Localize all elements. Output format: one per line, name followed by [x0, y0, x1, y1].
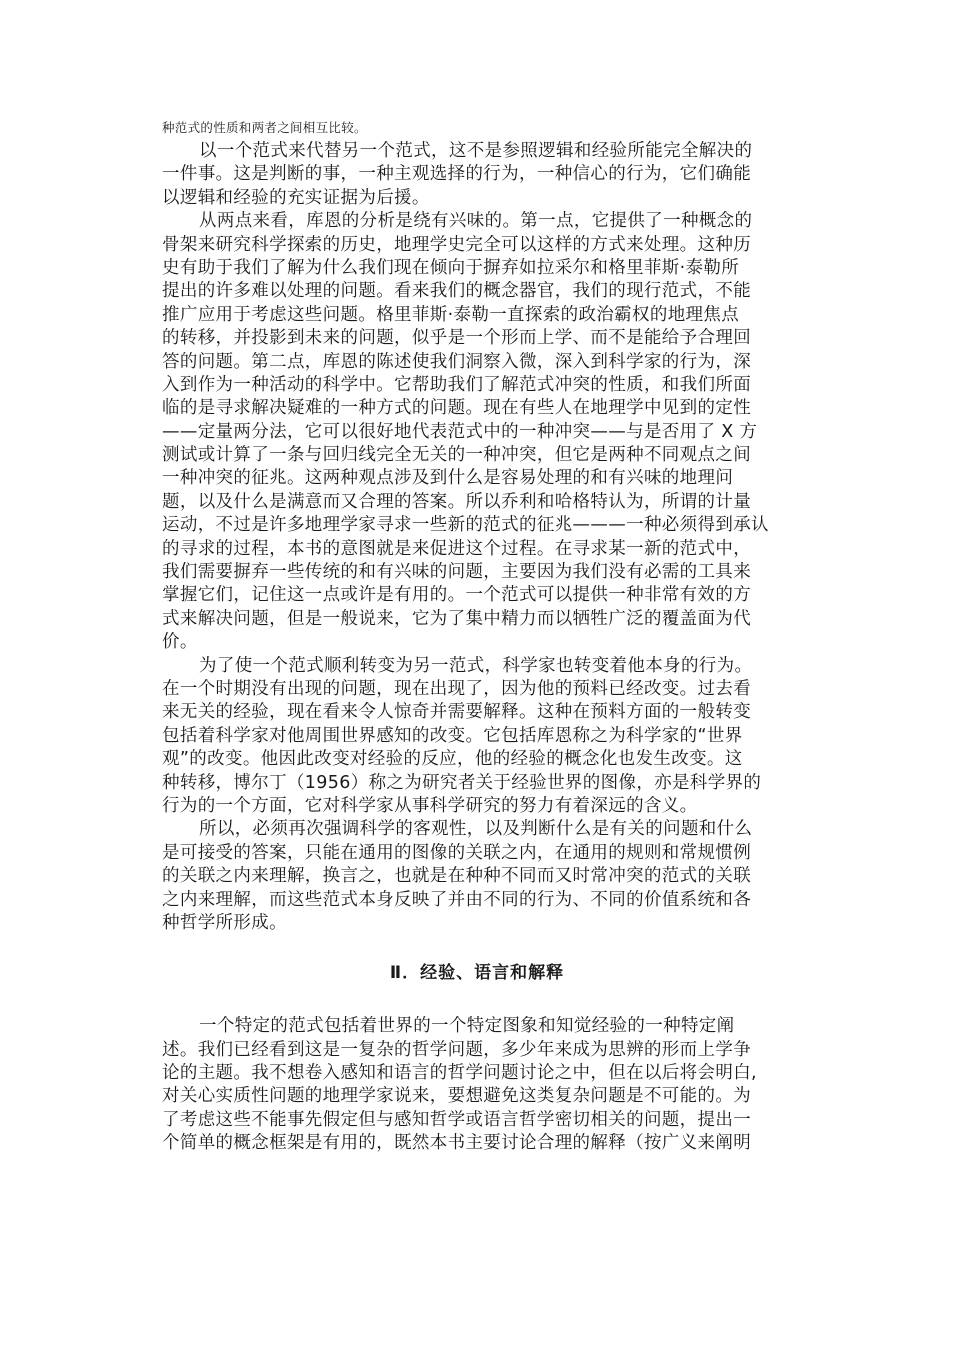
text-line: 从两点来看，库恩的分析是绕有兴味的。第一点，它提供了一种概念的 [199, 211, 753, 232]
text-line: 我们需要摒弃一些传统的和有兴味的问题，主要因为我们没有必需的工具来 [162, 562, 752, 583]
text-line: 包括着科学家对他周围世界感知的改变。它包括库恩称之为科学家的“世界 [162, 725, 743, 746]
text-line: 价。 [162, 632, 198, 653]
text-line: 答的问题。第二点，库恩的陈述使我们洞察入微，深入到科学家的行为，深 [162, 351, 752, 372]
continued-footnote-line: 种范式的性质和两者之间相互比较。 [162, 120, 367, 135]
paragraph-experience-language [162, 1015, 792, 1155]
text-line: 个简单的概念框架是有用的，既然本书主要讨论合理的解释（按广义来阐明 [162, 1133, 752, 1154]
text-line: 了考虑这些不能事先假定但与感知哲学或语言哲学密切相关的问题，提出一 [162, 1109, 752, 1130]
paragraph-paradigm-replacement [162, 140, 792, 210]
paragraph-kuhn-analysis [162, 210, 792, 654]
text-line: 所以，必须再次强调科学的客观性，以及判断什么是有关的问题和什么 [199, 819, 753, 840]
text-line: 提出的许多难以处理的问题。看来我们的概念器官，我们的现行范式，不能 [162, 281, 752, 302]
text-line: 来无关的经验，现在看来令人惊奇并需要解释。这种在预料方面的一般转变 [162, 702, 752, 723]
text-line: 式来解决问题，但是一般说来，它为了集中精力而以牺牲广泛的覆盖面为代 [162, 608, 752, 629]
text-line: 对关心实质性问题的地理学家说来，要想避免这类复杂问题是不可能的。为 [162, 1086, 752, 1107]
text-line: 推广应用于考虑这些问题。格里菲斯·泰勒一直探索的政治霸权的地理焦点 [162, 304, 740, 325]
text-line: 的关联之内来理解，换言之，也就是在种种不同而又时常冲突的范式的关联 [162, 866, 752, 887]
text-line: 一个特定的范式包括着世界的一个特定图象和知觉经验的一种特定阐 [199, 1016, 735, 1037]
paragraph-paradigm-shift [162, 655, 792, 819]
text-line: 行为的一个方面，它对科学家从事科学研究的努力有着深远的含义。 [162, 795, 698, 816]
text-line: 临的是寻求解决疑难的一种方式的问题。现在有些人在地理学中见到的定性 [162, 398, 752, 419]
text-line: 骨架来研究科学探索的历史，地理学史完全可以这样的方式来处理。这种历 [162, 234, 752, 255]
text-line: 为了使一个范式顺利转变为另一范式，科学家也转变着他本身的行为。 [199, 655, 753, 676]
text-line: 入到作为一种活动的科学中。它帮助我们了解范式冲突的性质，和我们所面 [162, 374, 752, 395]
section-heading: Ⅱ．经验、语言和解释 [389, 963, 565, 984]
text-line: 观”的改变。他因此改变对经验的反应，他的经验的概念化也发生改变。这 [162, 749, 743, 770]
text-line: 以逻辑和经验的充实证据为后援。 [162, 187, 430, 208]
text-line: 掌握它们，记住这一点或许是有用的。一个范式可以提供一种非常有效的方 [162, 585, 752, 606]
text-line: 测试或计算了一条与回归线完全无关的一种冲突，但它是两种不同观点之间 [162, 445, 752, 466]
text-line: 史有助于我们了解为什么我们现在倾向于摒弃如拉采尔和格里菲斯·泰勒所 [162, 257, 740, 278]
text-line: 种转移，博尔丁（1956）称之为研究者关于经验世界的图像，亦是科学界的 [162, 772, 762, 793]
text-line: 的寻求的过程，本书的意图就是来促进这个过程。在寻求某一新的范式中， [162, 538, 752, 559]
text-line: 在一个时期没有出现的问题，现在出现了，因为他的预料已经改变。过去看 [162, 678, 752, 699]
text-line: 一种冲突的征兆。这两种观点涉及到什么是容易处理的和有兴味的地理问 [162, 468, 734, 489]
text-line: 的转移，并投影到未来的问题，似乎是一个形而上学、而不是能给予合理回 [162, 328, 752, 349]
text-line: 述。我们已经看到这是一复杂的哲学问题，多少年来成为思辨的形而上学争 [162, 1039, 752, 1060]
text-line: 一件事。这是判断的事，一种主观选择的行为，一种信心的行为，它们确能 [162, 164, 752, 185]
text-line: 之内来理解，而这些范式本身反映了并由不同的行为、不同的价值系统和各 [162, 889, 752, 910]
text-line: 以一个范式来代替另一个范式，这不是参照逻辑和经验所能完全解决的 [199, 141, 753, 161]
paragraph-objectivity [162, 818, 792, 935]
text-line: 题，以及什么是满意而又合理的答案。所以乔利和哈格特认为，所谓的计量 [162, 491, 752, 512]
document-page [162, 118, 792, 1156]
text-line: ——定量两分法，它可以很好地代表范式中的一种冲突——与是否用了 X 方 [162, 421, 758, 442]
text-line: 运动，不过是许多地理学家寻求一些新的范式的征兆———一种必须得到承认 [162, 515, 769, 536]
text-line: 种哲学所形成。 [162, 912, 287, 933]
text-line: 论的主题。我不想卷入感知和语言的哲学问题讨论之中，但在以后将会明白, [162, 1063, 757, 1084]
text-line: 是可接受的答案，只能在通用的图像的关联之内，在通用的规则和常规惯例 [162, 842, 752, 863]
